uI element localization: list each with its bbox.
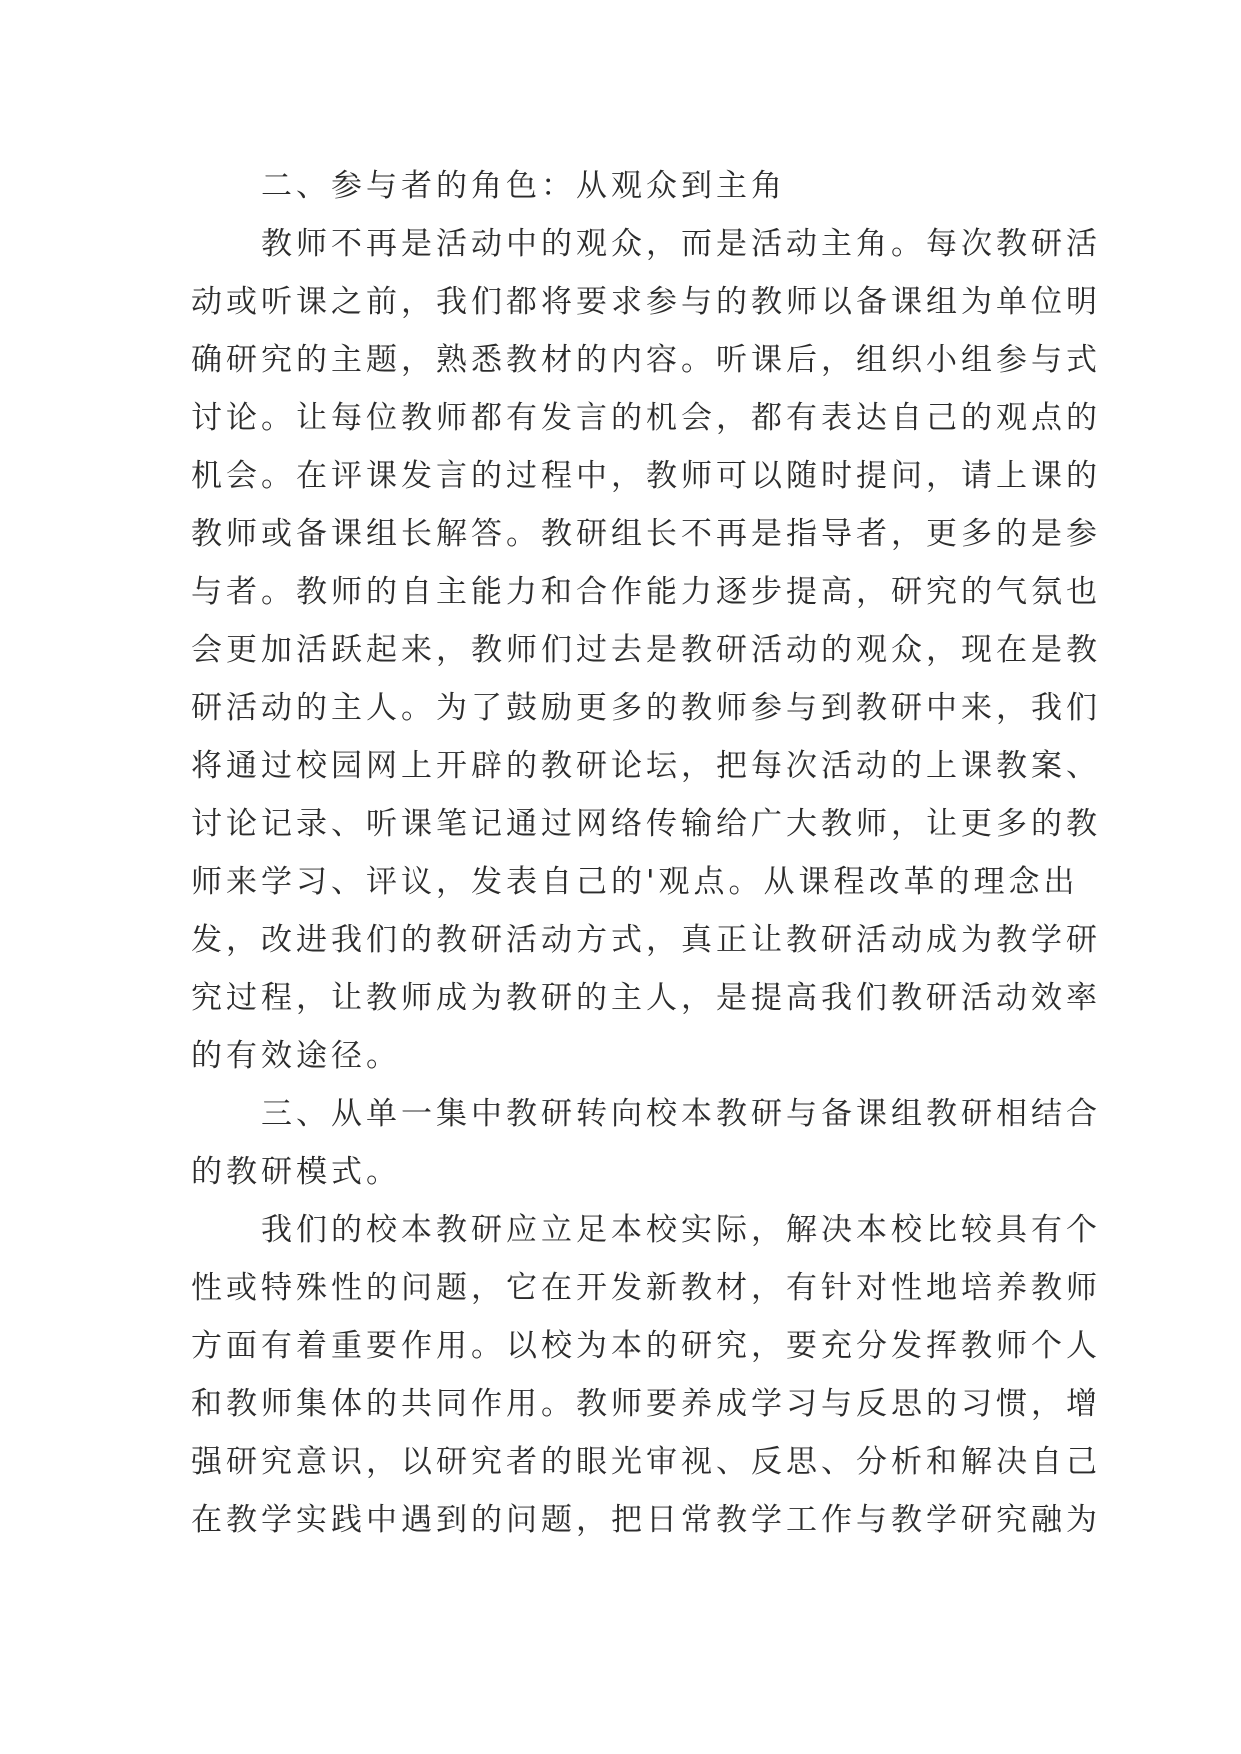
text-line: 方面有着重要作用。以校为本的研究，要充分发挥教师个人: [191, 1328, 1101, 1364]
section-heading: 二、参与者的角色：从观众到主角: [261, 168, 786, 204]
text-line: 师来学习、评议，发表自己的'观点。从课程改革的理念出: [191, 864, 1079, 900]
text-line: 教师不再是活动中的观众，而是活动主角。每次教研活: [261, 226, 1101, 262]
text-line: 研活动的主人。为了鼓励更多的教师参与到教研中来，我们: [191, 690, 1101, 726]
text-line: 与者。教师的自主能力和合作能力逐步提高，研究的气氛也: [191, 574, 1101, 610]
text-line: 和教师集体的共同作用。教师要养成学习与反思的习惯，增: [191, 1386, 1101, 1422]
section-heading-continuation: 的教研模式。: [191, 1154, 401, 1190]
text-line: 发，改进我们的教研活动方式，真正让教研活动成为教学研: [191, 922, 1101, 958]
text-line: 性或特殊性的问题，它在开发新教材，有针对性地培养教师: [191, 1270, 1101, 1306]
text-line: 究过程，让教师成为教研的主人，是提高我们教研活动效率: [191, 980, 1101, 1016]
text-line: 在教学实践中遇到的问题，把日常教学工作与教学研究融为: [191, 1502, 1101, 1538]
text-line: 确研究的主题，熟悉教材的内容。听课后，组织小组参与式: [191, 342, 1101, 378]
text-line: 将通过校园网上开辟的教研论坛，把每次活动的上课教案、: [191, 748, 1101, 784]
text-line: 教师或备课组长解答。教研组长不再是指导者，更多的是参: [191, 516, 1101, 552]
text-line: 动或听课之前，我们都将要求参与的教师以备课组为单位明: [191, 284, 1101, 320]
text-line: 讨论。让每位教师都有发言的机会，都有表达自己的观点的: [191, 400, 1101, 436]
section-heading: 三、从单一集中教研转向校本教研与备课组教研相结合: [261, 1096, 1101, 1132]
text-line: 机会。在评课发言的过程中，教师可以随时提问，请上课的: [191, 458, 1101, 494]
text-line: 讨论记录、听课笔记通过网络传输给广大教师，让更多的教: [191, 806, 1101, 842]
text-line: 我们的校本教研应立足本校实际，解决本校比较具有个: [261, 1212, 1101, 1248]
document-body: [191, 157, 1101, 1549]
text-line: 强研究意识，以研究者的眼光审视、反思、分析和解决自己: [191, 1444, 1101, 1480]
text-line: 的有效途径。: [191, 1038, 401, 1074]
text-line: 会更加活跃起来，教师们过去是教研活动的观众，现在是教: [191, 632, 1101, 668]
